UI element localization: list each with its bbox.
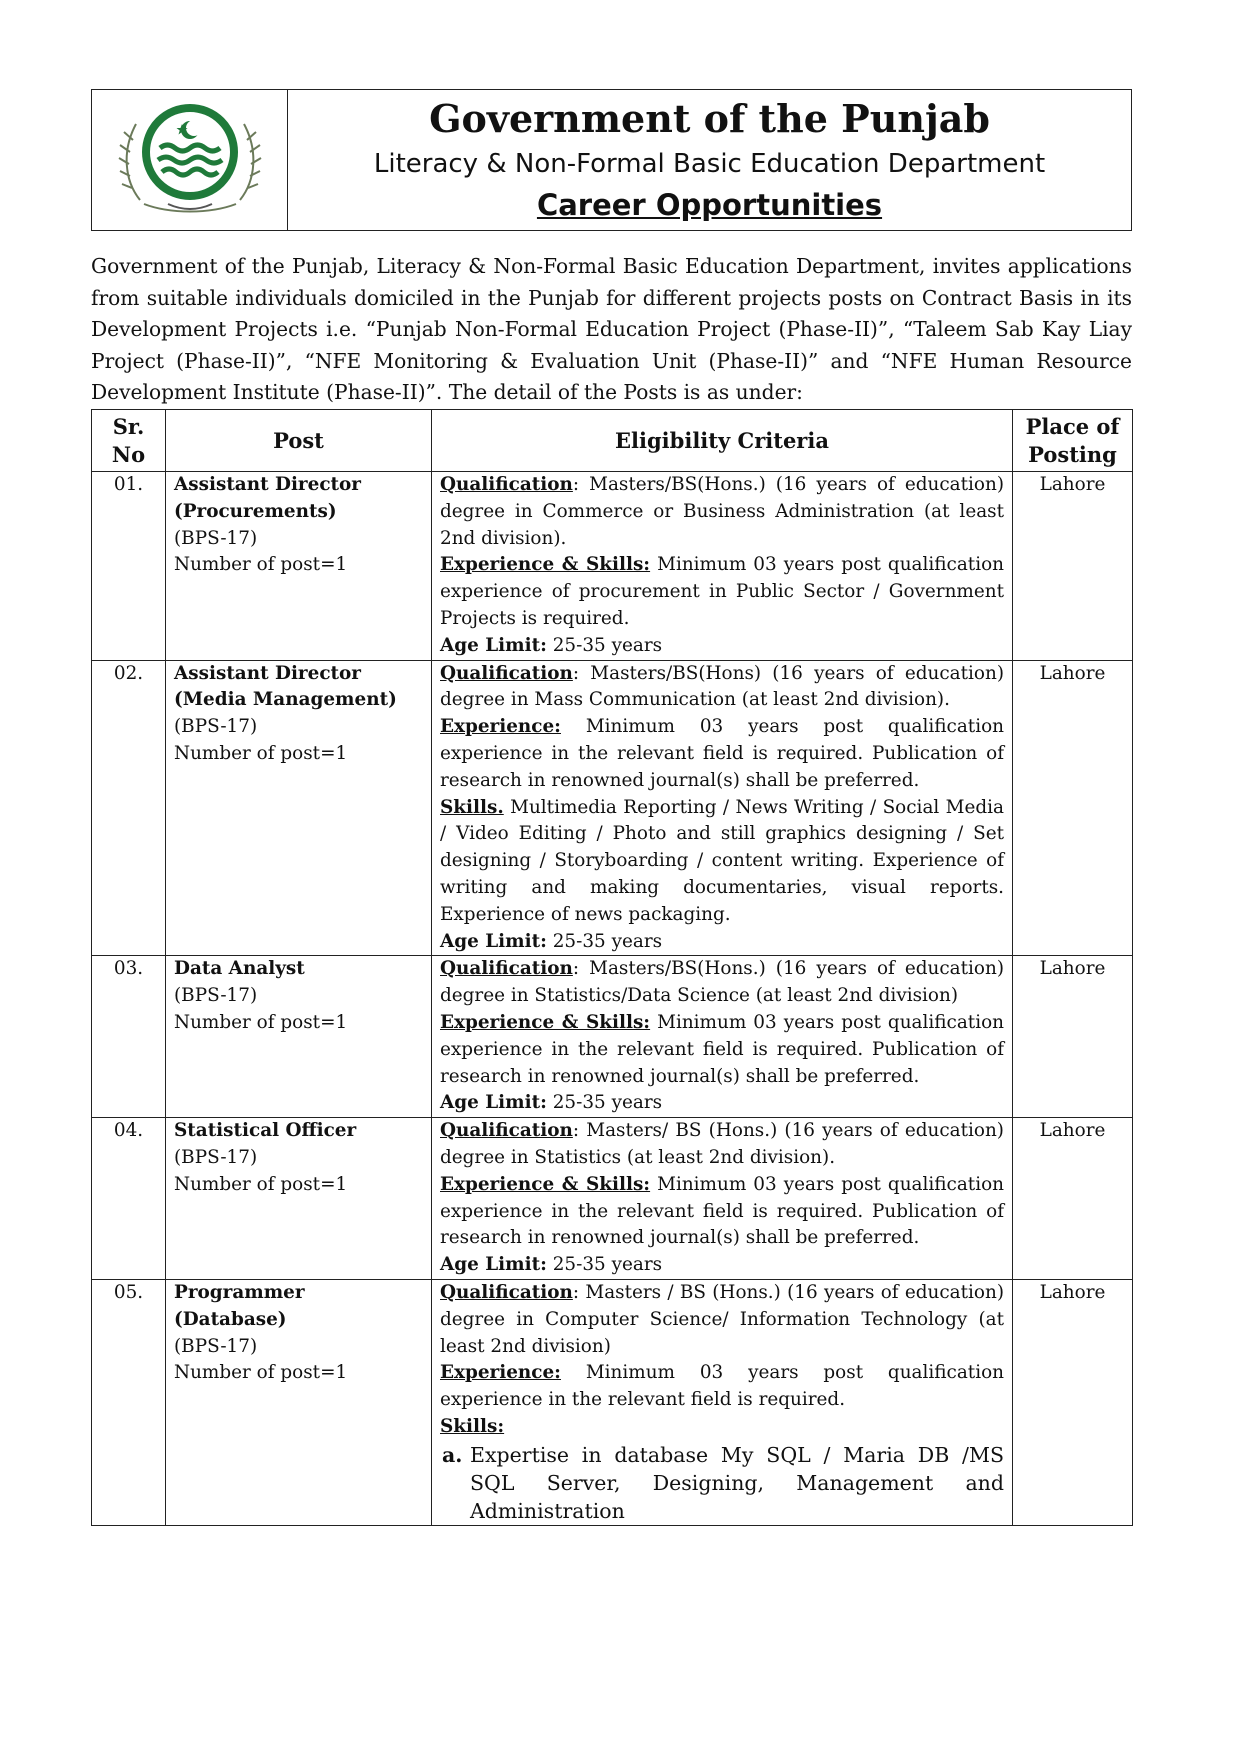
place-cell: Lahore <box>1013 660 1133 956</box>
skills-list <box>440 1441 1004 1525</box>
place-cell: Lahore <box>1013 472 1133 661</box>
career-heading: Career Opportunities <box>536 188 883 222</box>
qualification: Qualification: Masters/BS(Hons.) (16 years of education) degree in Commerce or Business Administration (at least 2nd division). <box>440 474 1004 549</box>
logo-cell <box>92 90 288 230</box>
post-bps: (BPS-17) <box>174 527 258 549</box>
intro-paragraph: Government of the Punjab, Literacy & Non-Formal Basic Education Department, invites applications from suitable individuals domiciled in the Punjab for different projects posts on Contract Basis in its Development Projects i.e. “Punjab Non-Formal Education Project (Phase-II)”, “Taleem Sab Kay Liay Project (Phase-II)”, “NFE Monitoring & Evaluation Unit (Phase-II)” and “NFE Human Resource Development Institute (Phase-II)”. The detail of the Posts is as under: <box>91 254 1132 404</box>
department-name: Literacy & Non-Formal Basic Education Department <box>373 149 1046 179</box>
post-cell <box>166 660 432 956</box>
post-bps: (BPS-17) <box>174 985 258 1007</box>
qualification: Qualification: Masters/BS(Hons.) (16 years of education) degree in Statistics/Data Science (at least 2nd division) <box>440 958 1004 1007</box>
age-limit: Age Limit: 25-35 years <box>440 930 663 952</box>
table-row <box>92 660 1133 956</box>
punjab-government-emblem-icon <box>110 100 270 220</box>
eligibility-cell <box>432 472 1013 661</box>
post-cell <box>166 472 432 661</box>
post-cell <box>166 956 432 1118</box>
skill-text: Expertise in database My SQL / Maria DB /MS SQL Server, Designing, Management and Administration <box>470 1442 1004 1523</box>
page-title: Government of the Punjab <box>429 96 990 141</box>
table-row <box>92 1118 1133 1280</box>
experience: Experience: Minimum 03 years post qualification experience in the relevant field is required. Publication of research in renowned journal(s) shall be preferred. <box>440 716 1004 791</box>
experience: Experience & Skills: Minimum 03 years post qualification experience of procurement in Public Sector / Government Projects is required. <box>440 554 1004 629</box>
post-count: Number of post=1 <box>174 1173 348 1195</box>
place-cell: Lahore <box>1013 956 1133 1118</box>
post-count: Number of post=1 <box>174 554 348 576</box>
post-title: Data Analyst <box>174 958 305 980</box>
sr-cell: 03. <box>92 956 166 1118</box>
post-title: Programmer <box>174 1281 305 1303</box>
post-bps: (BPS-17) <box>174 1335 258 1357</box>
qualification: Qualification: Masters/ BS (Hons.) (16 years of education) degree in Statistics (at least 2nd division). <box>440 1120 1004 1168</box>
age-limit: Age Limit: 25-35 years <box>440 634 663 656</box>
list-item <box>442 1441 1004 1525</box>
header-place: Place of Posting <box>1013 410 1133 472</box>
post-cell <box>166 1118 432 1280</box>
experience: Experience: Minimum 03 years post qualification experience in the relevant field is required. <box>440 1362 1004 1411</box>
header-eligibility: Eligibility Criteria <box>432 410 1013 472</box>
eligibility-cell <box>432 1118 1013 1280</box>
experience: Experience & Skills: Minimum 03 years post qualification experience in the relevant field is required. Publication of research in renowned journal(s) shall be preferred. <box>440 1011 1004 1087</box>
post-title: Assistant Director <box>174 662 361 684</box>
eligibility-cell <box>432 660 1013 956</box>
table-row <box>92 472 1133 661</box>
experience: Experience & Skills: Minimum 03 years post qualification experience in the relevant field is required. Publication of research in renowned journal(s) shall be preferred. <box>440 1173 1004 1249</box>
qualification: Qualification: Masters / BS (Hons.) (16 years of education) degree in Computer Science/ Information Technology (at least 2nd division) <box>440 1281 1004 1357</box>
post-title-detail: (Database) <box>174 1308 287 1330</box>
table-row <box>92 956 1133 1118</box>
qualification: Qualification: Masters/BS(Hons) (16 years of education) degree in Mass Communication (at least 2nd division). <box>440 662 1004 711</box>
sr-cell: 05. <box>92 1279 166 1525</box>
sr-cell: 02. <box>92 660 166 956</box>
eligibility-cell <box>432 1279 1013 1525</box>
place-cell: Lahore <box>1013 1279 1133 1525</box>
sr-cell: 04. <box>92 1118 166 1280</box>
list-marker: a. <box>442 1442 463 1467</box>
table-row <box>92 1279 1133 1525</box>
table-header-row <box>92 410 1133 472</box>
post-bps: (BPS-17) <box>174 1146 258 1168</box>
skills: Skills. Multimedia Reporting / News Writing / Social Media / Video Editing / Photo and still graphics designing / Set designing / Storyboarding / content writing. Experience of writing and making documentaries, visual reports. Experience of news packaging. <box>440 796 1004 925</box>
skills-heading: Skills: <box>440 1415 505 1437</box>
sr-cell: 01. <box>92 472 166 661</box>
post-title: Assistant Director <box>174 474 361 495</box>
post-count: Number of post=1 <box>174 1362 348 1384</box>
title-cell <box>288 90 1131 230</box>
post-count: Number of post=1 <box>174 742 348 764</box>
header-box <box>91 89 1132 231</box>
posts-table <box>91 409 1133 1526</box>
age-limit: Age Limit: 25-35 years <box>440 1254 663 1276</box>
post-count: Number of post=1 <box>174 1011 348 1033</box>
post-title-detail: (Media Management) <box>174 689 397 711</box>
place-cell: Lahore <box>1013 1118 1133 1280</box>
post-bps: (BPS-17) <box>174 716 258 738</box>
eligibility-cell <box>432 956 1013 1118</box>
header-sr-no: Sr. No <box>92 410 166 472</box>
post-title: Statistical Officer <box>174 1120 357 1142</box>
post-title-detail: (Procurements) <box>174 500 337 522</box>
header-post: Post <box>166 410 432 472</box>
post-cell <box>166 1279 432 1525</box>
age-limit: Age Limit: 25-35 years <box>440 1092 663 1114</box>
